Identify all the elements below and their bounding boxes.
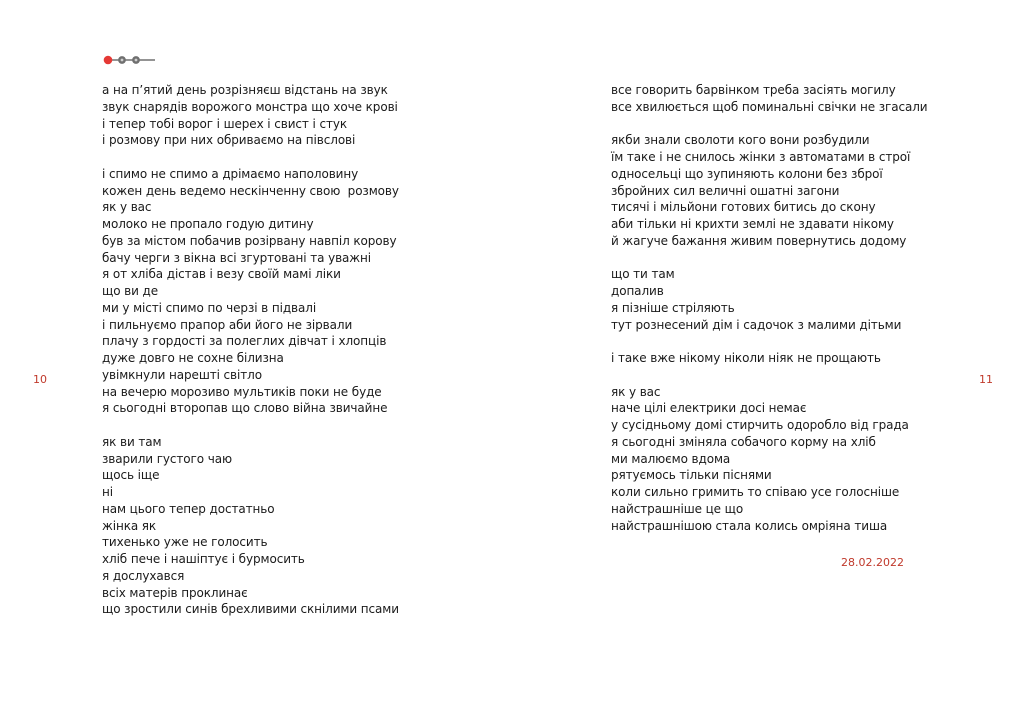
poem-line: допалив [611, 284, 664, 298]
poem-line: рятуємось тільки піснями [611, 468, 772, 483]
poem-line: що ви де [102, 284, 159, 298]
poem-line: а на п’ятий день розрізняєш відстань на звук [102, 83, 388, 97]
beads-ornament-icon [101, 54, 157, 66]
poem-line: ми малюємо вдома [611, 451, 731, 466]
stanza [102, 82, 432, 149]
stanza [611, 384, 941, 535]
poem-line: і спимо не спимо а дрімаємо наполовину [102, 166, 359, 181]
right-page-poem [611, 82, 941, 534]
poem-date: 28.02.2022 [841, 556, 904, 569]
poem-line: у сусідньому домі стирчить одоробло від града [611, 418, 909, 432]
poem-line: я дослухався [102, 568, 185, 583]
poem-line: жінка як [102, 518, 157, 533]
poem-line: що ти там [611, 267, 675, 282]
poem-line: і таке вже нікому ніколи ніяк не прощають [611, 351, 881, 365]
poem-line: молоко не пропало годую дитину [102, 217, 314, 231]
poem-line: тут рознесений дім і садочок з малими дітьми [611, 317, 902, 332]
stanza [611, 82, 941, 116]
stanza [611, 350, 941, 367]
poem-line: найстрашніше це що [611, 501, 744, 516]
poem-line: всіх матерів проклинає [102, 585, 248, 600]
poem-line: все хвилюється щоб поминальні свічки не згасали [611, 99, 928, 114]
poem-line: я пізніше стріляють [611, 300, 735, 315]
poem-line: аби тільки ні крихти землі не здавати нікому [611, 217, 894, 231]
poem-line: щось іще [102, 468, 160, 483]
stanza [611, 266, 941, 333]
poem-line: наче цілі електрики досі немає [611, 401, 807, 416]
poem-line: я сьогодні второпав що слово війна звичайне [102, 401, 388, 416]
page-number-left: 10 [33, 373, 47, 386]
left-page-poem [102, 82, 432, 618]
stanza [102, 166, 432, 417]
poem-line: дуже довго не сохне білизна [102, 351, 284, 365]
poem-line: тисячі і мільйони готових битись до скону [611, 200, 876, 215]
poem-line: і розмову при них обриваємо на півслові [102, 133, 356, 148]
poem-line: я от хліба дістав і везу своїй мамі ліки [102, 267, 341, 282]
poem-line: як ви там [102, 434, 162, 449]
stanza [611, 132, 941, 249]
stanza [102, 434, 432, 618]
poem-line: і пильнуємо прапор аби його не зірвали [102, 317, 353, 332]
poem-line: на вечерю морозиво мультиків поки не буде [102, 384, 382, 399]
poem-line: якби знали сволоти кого вони розбудили [611, 133, 870, 148]
poem-line: збройних сил величні ошатні загони [611, 183, 840, 198]
poem-line: нам цього тепер достатньо [102, 501, 275, 516]
poem-line: зварили густого чаю [102, 451, 232, 466]
poem-line: плачу з гордості за полеглих дівчат і хлопців [102, 334, 387, 349]
poem-line: я сьогодні зміняла собачого корму на хліб [611, 434, 876, 449]
poem-line: як у вас [611, 384, 661, 399]
page-number-right: 11 [979, 373, 993, 386]
poem-line: і тепер тобі ворог і шерех і свист і стук [102, 116, 347, 131]
poem-line: був за містом побачив розірвану навпіл корову [102, 233, 397, 248]
poem-line: ні [102, 485, 113, 499]
poem-line: увімкнули нарешті світло [102, 367, 262, 382]
poem-line: кожен день ведемо нескінченну свою розмову [102, 183, 399, 198]
poem-line: найстрашнішою стала колись омріяна тиша [611, 518, 888, 533]
poem-line: коли сильно гримить то співаю усе голосніше [611, 485, 900, 499]
poem-line: й жагуче бажання живим повернутись додому [611, 233, 907, 248]
poem-line: хліб пече і нашіптує і бурмосить [102, 552, 305, 566]
poem-line: бачу черги з вікна всі згуртовані та уважні [102, 250, 371, 265]
poem-line: тихенько уже не голосить [102, 535, 268, 550]
poem-line: звук снарядів ворожого монстра що хоче крові [102, 99, 398, 114]
poem-line: що зростили синів брехливими скнілими псами [102, 602, 399, 617]
poem-line: ми у місті спимо по черзі в підвалі [102, 300, 317, 315]
poem-line: все говорить барвінком треба засіять могилу [611, 83, 896, 97]
poem-line: односельці що зупиняють колони без зброї [611, 166, 883, 181]
poem-line: як у вас [102, 200, 152, 215]
poem-line: їм таке і не снилось жінки з автоматами в строї [611, 150, 911, 164]
